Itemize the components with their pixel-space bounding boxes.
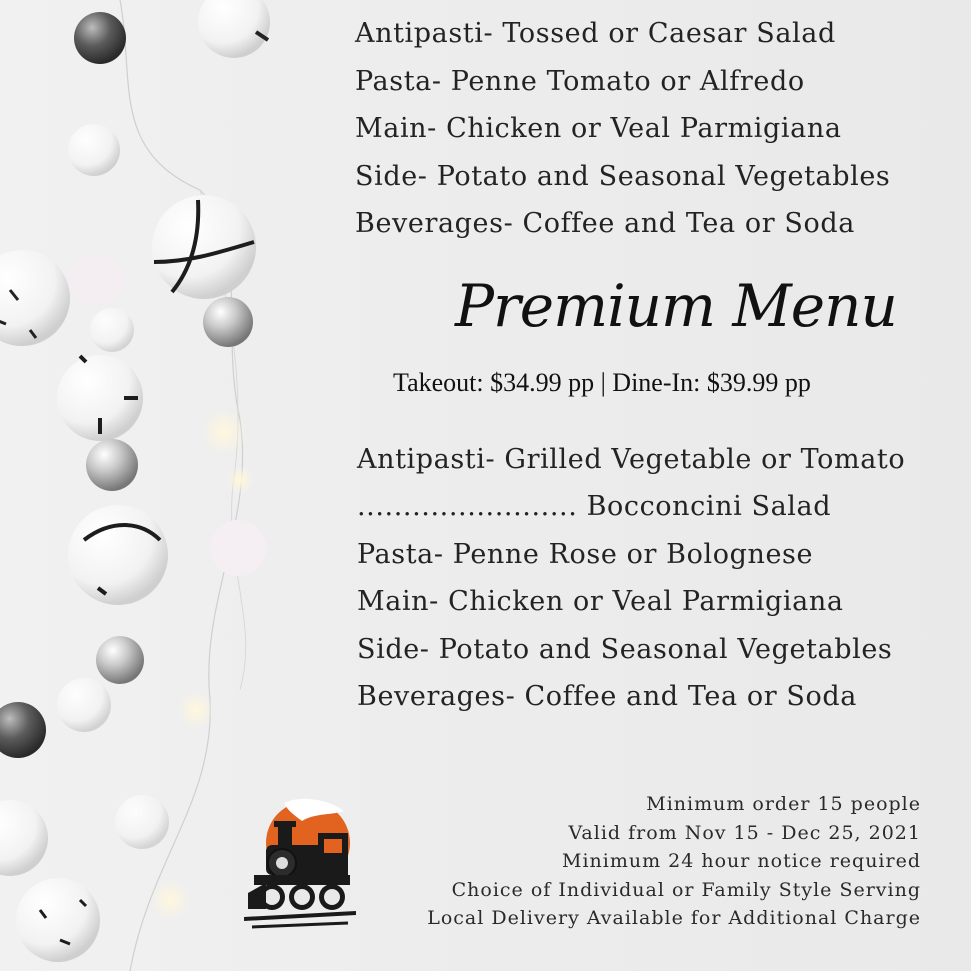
premium-menu-item: Main- Chicken or Veal Parmigiana <box>357 586 844 617</box>
regular-menu-item: Main- Chicken or Veal Parmigiana <box>355 113 842 144</box>
order-notes <box>427 790 921 933</box>
premium-menu-item: Antipasti- Grilled Vegetable or Tomato <box>357 444 906 475</box>
regular-menu-item: Side- Potato and Seasonal Vegetables <box>355 161 891 192</box>
premium-menu-item: Side- Potato and Seasonal Vegetables <box>357 634 893 665</box>
premium-menu-title: Premium Menu <box>455 272 897 340</box>
premium-menu-item: Pasta- Penne Rose or Bolognese <box>357 539 814 570</box>
regular-menu-item: Antipasti- Tossed or Caesar Salad <box>355 18 836 49</box>
steam-locomotive-logo-icon <box>244 797 356 931</box>
note-line: Minimum 24 hour notice required <box>561 850 921 872</box>
premium-menu-item: Beverages- Coffee and Tea or Soda <box>357 681 857 712</box>
note-line: Valid from Nov 15 - Dec 25, 2021 <box>568 821 921 844</box>
premium-menu-pricing: Takeout: $34.99 pp | Dine-In: $39.99 pp <box>393 368 811 397</box>
regular-menu-item: Beverages- Coffee and Tea or Soda <box>355 208 855 239</box>
regular-menu-item: Pasta- Penne Tomato or Alfredo <box>355 66 805 97</box>
premium-menu-item: ........................ Bocconcini Salad <box>357 491 832 522</box>
note-line: Choice of Individual or Family Style Serving <box>451 878 921 901</box>
note-line: Local Delivery Available for Additional Charge <box>427 907 921 929</box>
note-line: Minimum order 15 people <box>646 793 921 815</box>
